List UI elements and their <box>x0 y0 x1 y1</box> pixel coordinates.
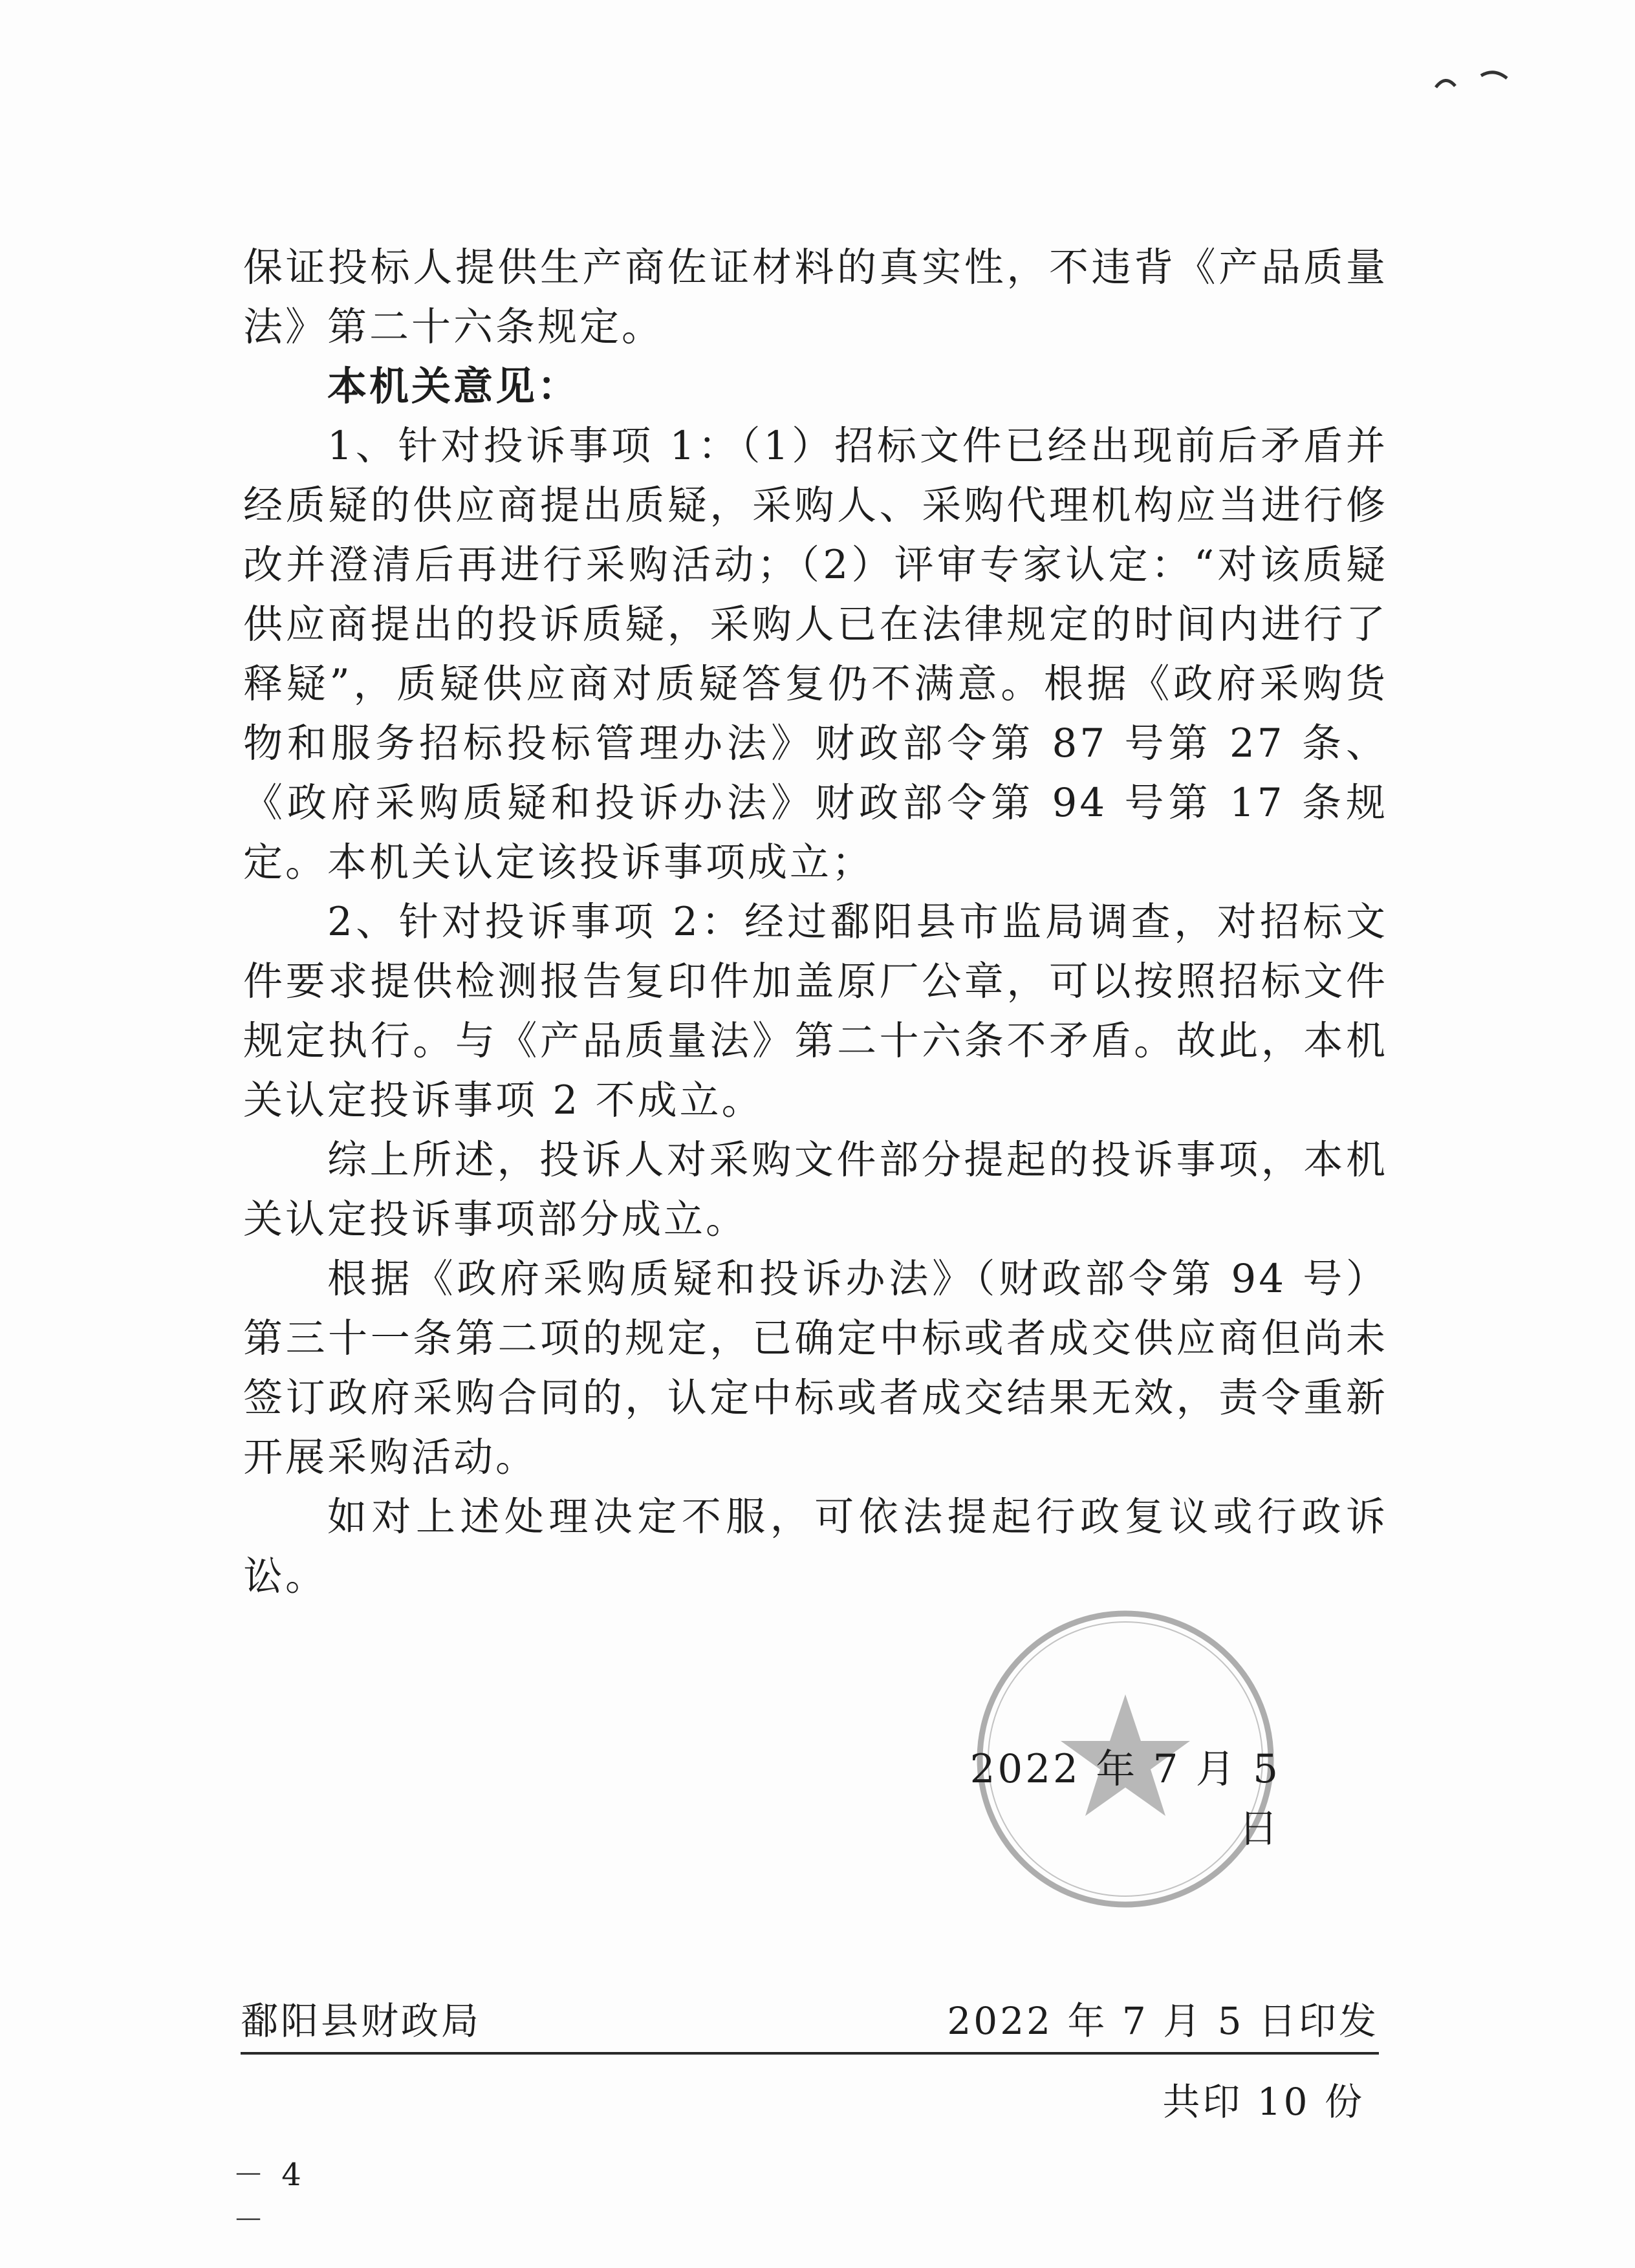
footer-issuer: 鄱阳县财政局 <box>241 1999 482 2043</box>
copies-count: 共印 10 份 <box>1162 2080 1365 2124</box>
signature-date: 2022 年 7 月 5 日 <box>969 1746 1281 1852</box>
paragraph-complaint-1: 1、针对投诉事项 1：（1）招标文件已经出现前后矛盾并经质疑的供应商提出质疑，采购人、采购代理机构应当进行修改并澄清后再进行采购活动；（2）评审专家认定：“对该质疑供应商提出的投诉质疑，采购人已在法律规定的时间内进行了释疑”，质疑供应商对质疑答复仍不满意。根据《政府采购货物和服务招标投标管理办法》财政部令第 87 号第 27 条、《政府采购质疑和投诉办法》财政部令第 94 号第 17 条规定。本机关认定该投诉事项成立； <box>243 423 1388 885</box>
issue-footer <box>241 1990 1379 2055</box>
page-number: － 4 － <box>233 2157 305 2238</box>
paragraph-complaint-2: 2、针对投诉事项 2：经过鄱阳县市监局调查，对招标文件要求提供检测报告复印件加盖原厂公章，可以按照招标文件规定执行。与《产品质量法》第二十六条不矛盾。故此，本机关认定投诉事项 2 不成立。 <box>243 899 1388 1123</box>
opinion-heading: 本机关意见： <box>327 363 580 409</box>
footer-issue-date: 2022 年 7 月 5 日印发 <box>947 1999 1379 2043</box>
paragraph-continuation: 保证投标人提供生产商佐证材料的真实性，不违背《产品质量法》第二十六条规定。 <box>243 244 1388 350</box>
paragraph-legal-basis: 根据《政府采购质疑和投诉办法》（财政部令第 94 号）第三十一条第二项的规定，已确定中标或者成交供应商但尚未签订政府采购合同的，认定中标或者成交结果无效，责令重新开展采购活动。 <box>243 1256 1388 1480</box>
handwritten-corner-mark <box>1429 61 1520 100</box>
document-body <box>243 238 1388 1606</box>
paragraph-summary: 综上所述，投诉人对采购文件部分提起的投诉事项，本机关认定投诉事项部分成立。 <box>243 1137 1388 1242</box>
paragraph-appeal-notice: 如对上述处理决定不服，可依法提起行政复议或行政诉讼。 <box>243 1494 1388 1599</box>
